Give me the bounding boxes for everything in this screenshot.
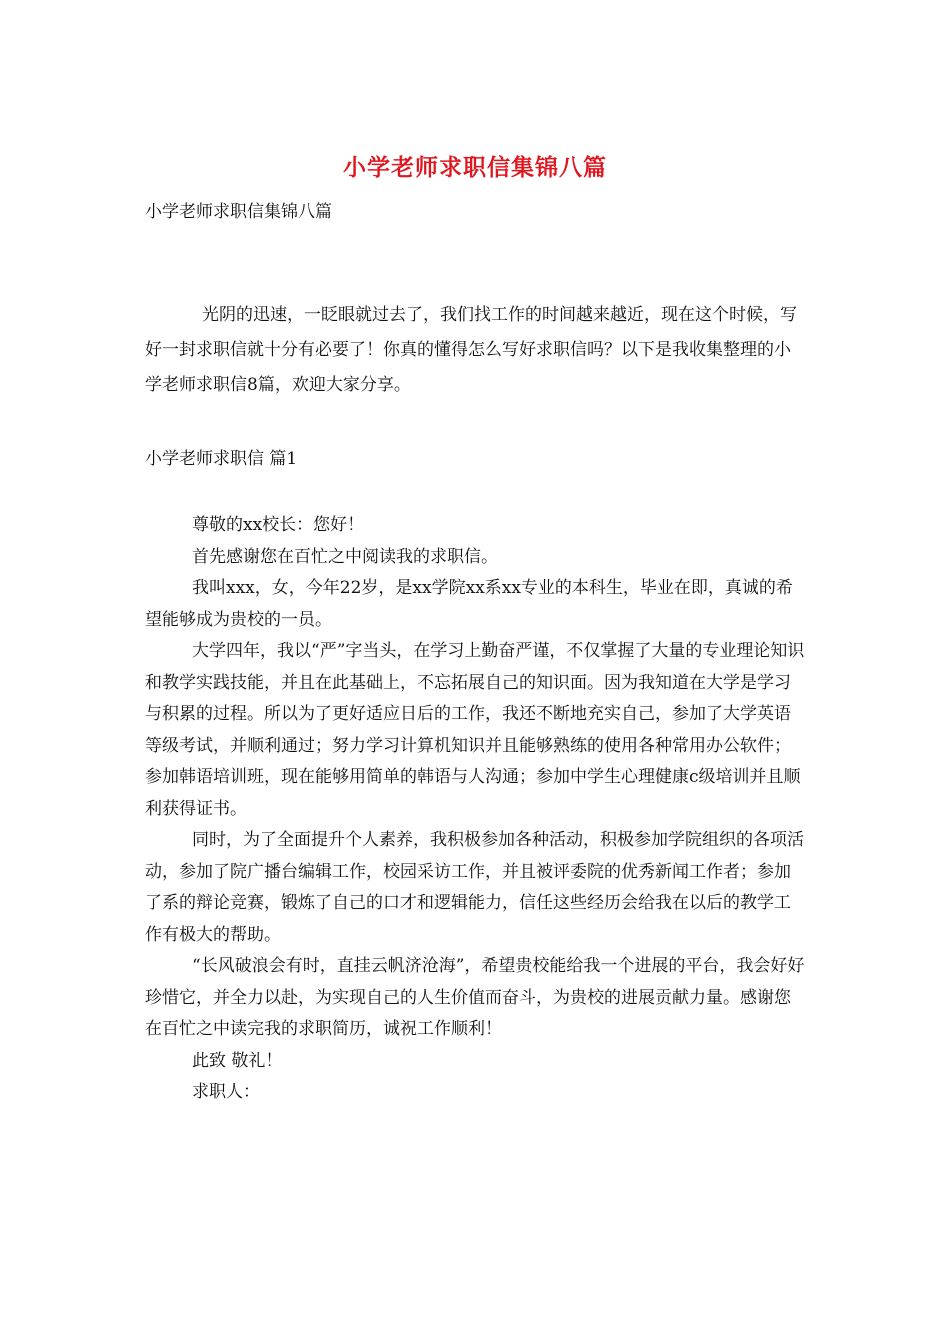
document-subtitle: 小学老师求职信集锦八篇 — [145, 202, 332, 222]
letter-paragraph: 同时，为了全面提升个人素养，我积极参加各种活动，积极参加学院组织的各项活动，参加了院广播台编辑工作，校园采访工作，并且被评委院的优秀新闻工作者；参加了系的辩论竞赛，锻炼了自己的口才和逻辑能力，信任这些经历会给我在以后的教学工作有极大的帮助。 — [145, 830, 804, 945]
letter-signature: 求职人： — [192, 1082, 260, 1102]
letter-paragraph: “长风破浪会有时，直挂云帆济沧海”，希望贵校能给我一个进展的平台，我会好好珍惜它，并全力以赴，为实现自己的人生价值而奋斗，为贵校的进展贡献力量。感谢您在百忙之中读完我的求职简历，诚祝工作顺利！ — [145, 956, 805, 1039]
letter-paragraph: 我叫xxx，女，今年22岁，是xx学院xx系xx专业的本科生，毕业在即，真诚的希望能够成为贵校的一员。 — [145, 578, 793, 630]
letter-greeting: 尊敬的xx校长：您好！ — [192, 515, 365, 535]
document-title: 小学老师求职信集锦八篇 — [343, 154, 607, 181]
letter-closing: 此致 敬礼！ — [192, 1050, 283, 1071]
letter-paragraph: 大学四年，我以“严”字当头，在学习上勤奋严谨，不仅掌握了大量的专业理论知识和教学实践技能，并且在此基础上，不忘拓展自己的知识面。因为我知道在大学是学习与积累的过程。所以为了更好适应日后的工作，我还不断地充实自己，参加了大学英语等级考试，并顺利通过；努力学习计算机知识并且能够熟练的使用各种常用办公软件；参加韩语培训班，现在能够用简单的韩语与人沟通；参加中学生心理健康c级培训并且顺利获得证书。 — [145, 641, 805, 819]
letter-paragraph: 首先感谢您在百忙之中阅读我的求职信。 — [192, 546, 498, 567]
letter-body — [145, 510, 805, 1109]
intro-paragraph: 光阴的迅速，一眨眼就过去了，我们找工作的时间越来越近，现在这个时候，写好一封求职信就十分有必要了！你真的懂得怎么写好求职信吗？以下是我收集整理的小学老师求职信8篇，欢迎大家分享。 — [145, 305, 797, 395]
section-heading: 小学老师求职信 篇1 — [145, 449, 298, 469]
